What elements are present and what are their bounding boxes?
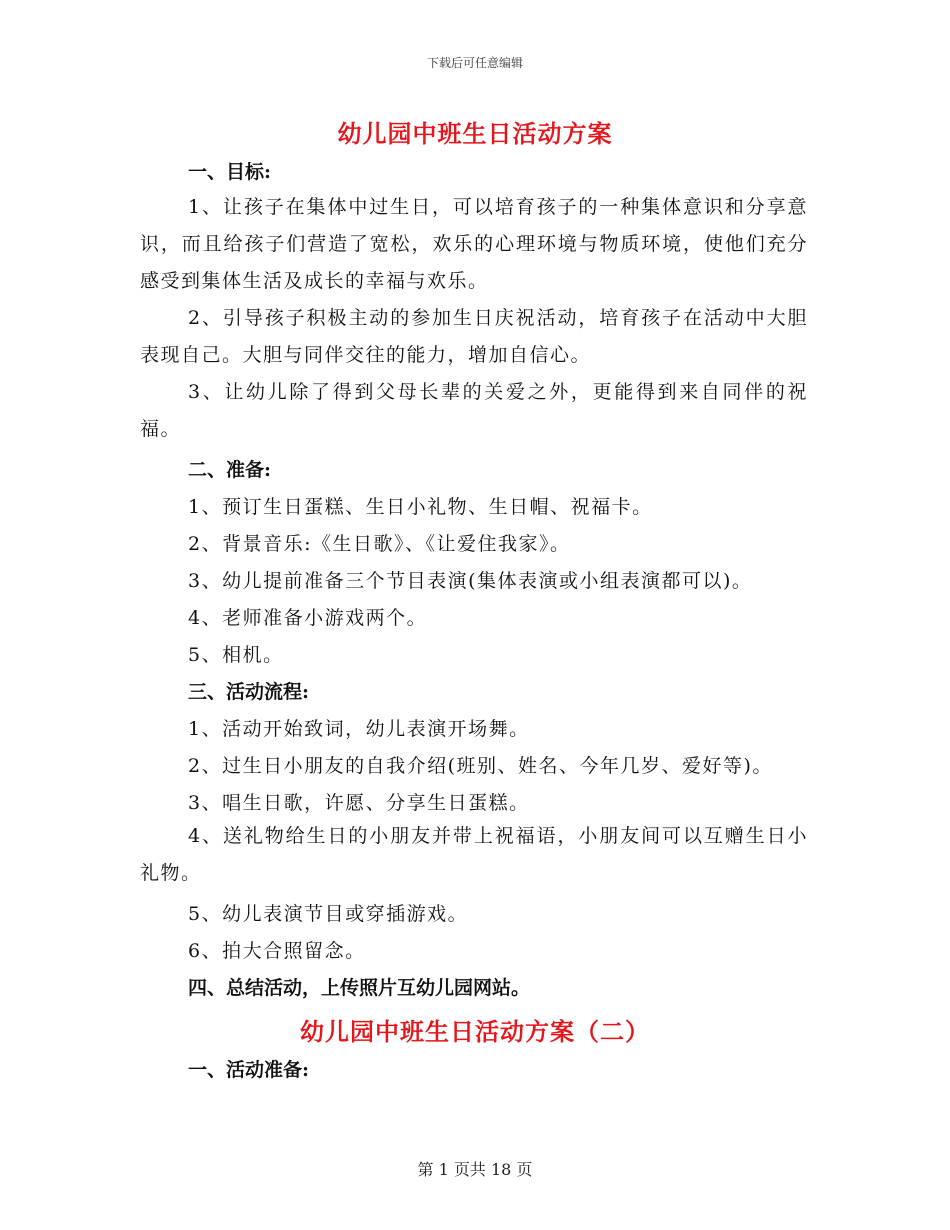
prep-item-3: 3、幼儿提前准备三个节目表演(集体表演或小组表演都可以)。 xyxy=(188,570,753,592)
prep-item-1: 1、预订生日蛋糕、生日小礼物、生日帽、祝福卡。 xyxy=(188,496,653,518)
document-title: 幼儿园中班生日活动方案 xyxy=(337,119,613,148)
prep-item-5: 5、相机。 xyxy=(188,644,284,666)
prep-item-2: 2、背景音乐:《生日歌》、《让爱住我家》。 xyxy=(188,533,571,555)
section-heading-process: 三、活动流程: xyxy=(188,681,310,703)
process-item-1: 1、活动开始致词，幼儿表演开场舞。 xyxy=(188,718,530,740)
process-item-2: 2、过生日小朋友的自我介绍(班别、姓名、今年几岁、爱好等)。 xyxy=(188,755,773,777)
goal-item-2: 2、引导孩子积极主动的参加生日庆祝活动，培育孩子在活动中大胆表现自己。大胆与同伴交往的能力，增加自信心。 xyxy=(140,307,808,366)
prep-item-4: 4、老师准备小游戏两个。 xyxy=(188,607,428,629)
process-item-4: 4、送礼物给生日的小朋友并带上祝福语，小朋友间可以互赠生日小礼物。 xyxy=(140,825,808,884)
page-footer: 第 1 页共 18 页 xyxy=(417,1160,533,1179)
process-item-5: 5、幼儿表演节目或穿插游戏。 xyxy=(188,903,469,925)
section-heading-activity-prep: 一、活动准备: xyxy=(188,1059,310,1081)
header-note: 下载后可任意编辑 xyxy=(426,56,523,70)
section-heading-summary: 四、总结活动，上传照片互幼儿园网站。 xyxy=(188,977,531,999)
goal-item-1: 1、让孩子在集体中过生日，可以培育孩子的一种集体意识和分享意识，而且给孩子们营造了宽松，欢乐的心理环境与物质环境，使他们充分感受到集体生活及成长的幸福与欢乐。 xyxy=(140,196,808,292)
goal-item-3: 3、让幼儿除了得到父母长辈的关爱之外，更能得到来自同伴的祝福。 xyxy=(140,381,808,440)
document-title-2: 幼儿园中班生日活动方案（二） xyxy=(300,1017,650,1046)
section-heading-goals: 一、目标: xyxy=(188,161,272,183)
section-heading-preparation: 二、准备: xyxy=(188,459,272,481)
process-item-6: 6、拍大合照留念。 xyxy=(188,940,366,962)
process-item-3: 3、唱生日歌，许愿、分享生日蛋糕。 xyxy=(188,792,530,814)
